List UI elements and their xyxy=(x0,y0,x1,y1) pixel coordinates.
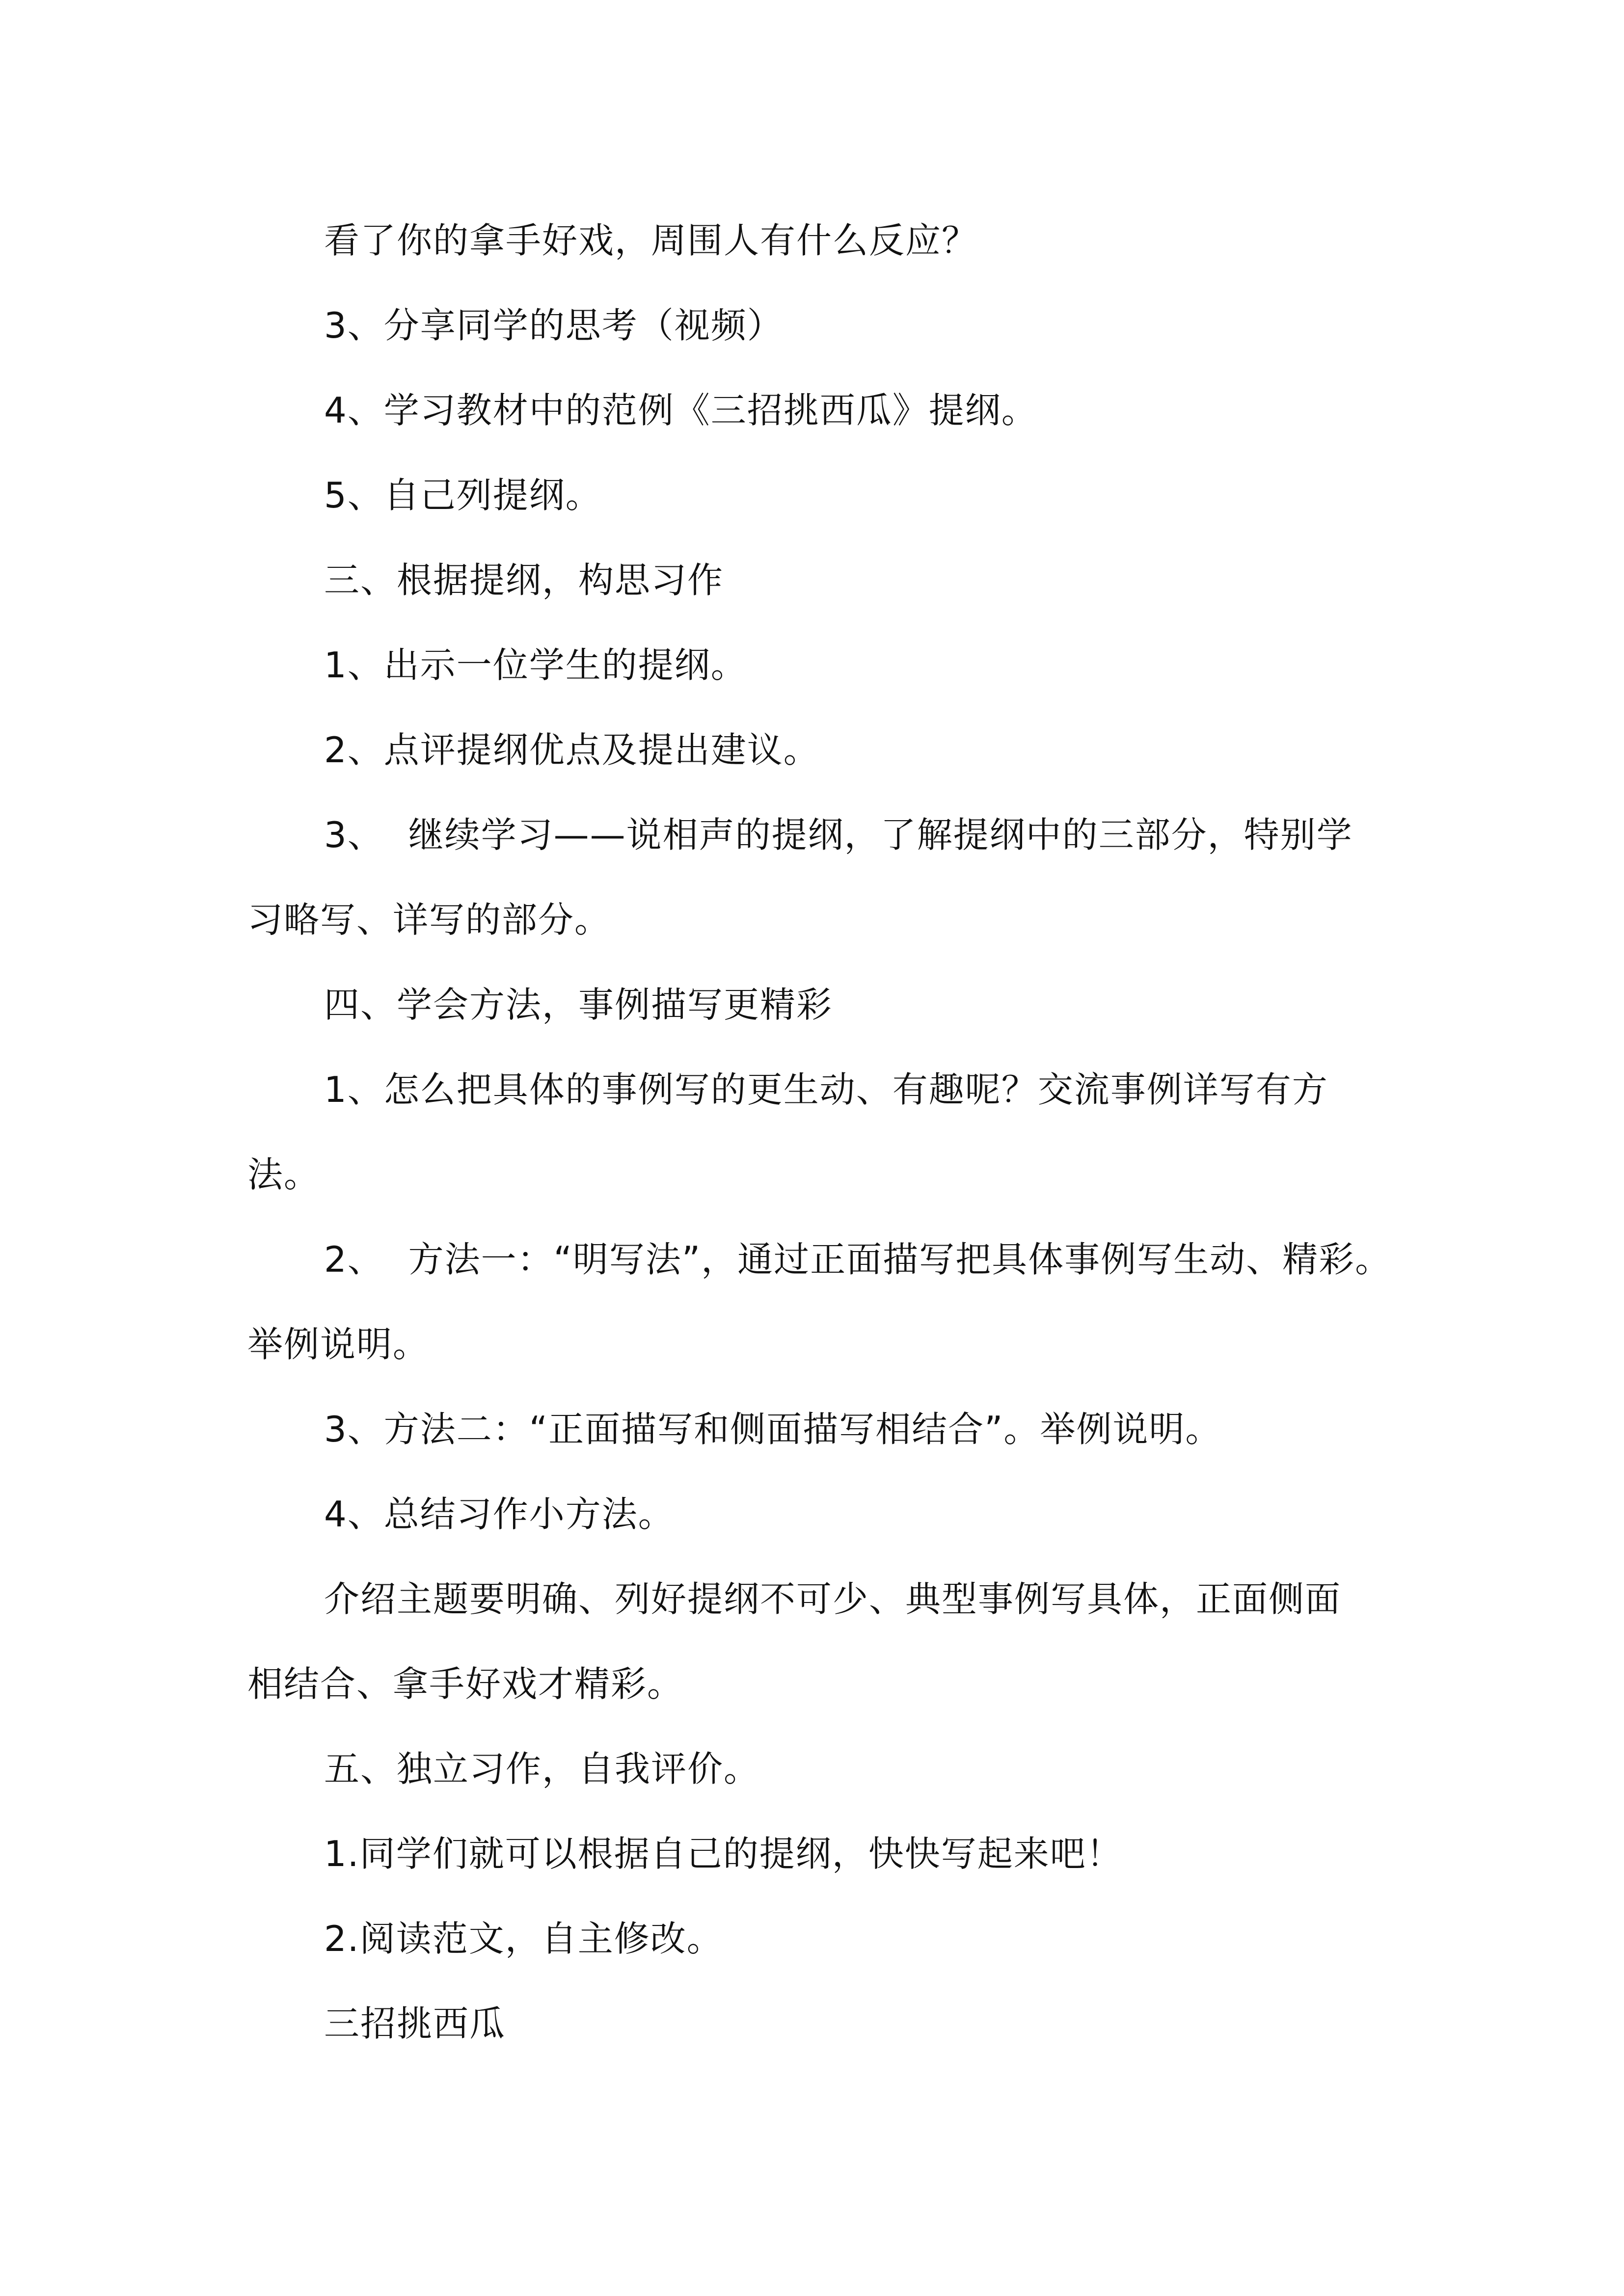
paragraph-line: 4、学习教材中的范例《三招挑西瓜》提纲。 xyxy=(324,390,1038,431)
paragraph-line: 1、出示一位学生的提纲。 xyxy=(324,644,747,686)
paragraph-line: 4、总结习作小方法。 xyxy=(324,1494,675,1535)
paragraph-line: 3、 继续学习——说相声的提纲，了解提纲中的三部分，特别学 xyxy=(324,814,1353,855)
paragraph-line: 2、 方法一：“明写法”，通过正面描写把具体事例写生动、精彩。 xyxy=(324,1239,1392,1280)
paragraph-line: 2.阅读范文，自主修改。 xyxy=(324,1918,723,1959)
paragraph-line: 习略写、详写的部分。 xyxy=(247,899,611,940)
paragraph-line: 举例说明。 xyxy=(247,1324,430,1365)
paragraph-line: 3、分享同学的思考（视频） xyxy=(324,305,784,346)
paragraph-line: 介绍主题要明确、列好提纲不可少、典型事例写具体，正面侧面 xyxy=(324,1578,1342,1620)
paragraph-line: 看了你的拿手好戏，周围人有什么反应？ xyxy=(324,220,978,261)
section-heading: 四、学会方法，事例描写更精彩 xyxy=(324,984,833,1025)
paragraph-line: 相结合、拿手好戏才精彩。 xyxy=(247,1663,684,1705)
essay-title: 三招挑西瓜 xyxy=(324,2003,506,2044)
paragraph-line: 5、自己列提纲。 xyxy=(324,475,602,516)
paragraph-line: 2、点评提纲优点及提出建议。 xyxy=(324,729,820,771)
section-heading: 三、根据提纲，构思习作 xyxy=(324,560,724,601)
paragraph-line: 1.同学们就可以根据自己的提纲，快快写起来吧！ xyxy=(324,1833,1123,1874)
paragraph-line: 3、方法二：“正面描写和侧面描写相结合”。举例说明。 xyxy=(324,1409,1222,1450)
section-heading: 五、独立习作，自我评价。 xyxy=(324,1748,760,1789)
paragraph-line: 法。 xyxy=(247,1154,321,1195)
paragraph-line: 1、怎么把具体的事例写的更生动、有趣呢？交流事例详写有方 xyxy=(324,1069,1328,1110)
